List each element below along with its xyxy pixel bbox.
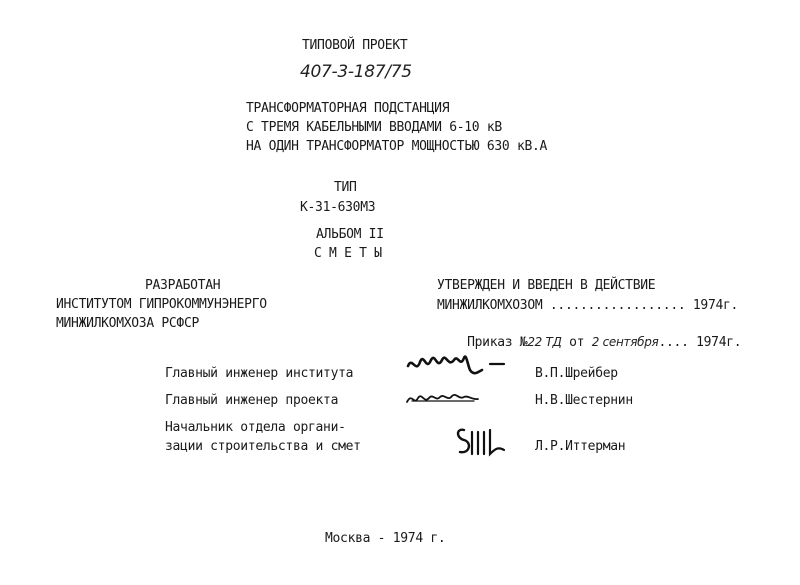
order-suffix: .... 1974г.	[658, 335, 742, 350]
signature-department-head	[452, 424, 512, 464]
approved-line-1: УТВЕРЖДЕН И ВВЕДЕН В ДЕЙСТВИЕ	[437, 278, 656, 293]
album-name: С М Е Т Ы	[314, 246, 382, 261]
signatory-role-1: Главный инженер института	[165, 366, 354, 381]
project-number: 407-3-187/75	[300, 62, 412, 82]
signature-chief-engineer-project	[404, 388, 484, 410]
project-type-heading: ТИПОВОЙ ПРОЕКТ	[302, 38, 408, 53]
subject-line-2: С ТРЕМЯ КАБЕЛЬНЫМИ ВВОДАМИ 6-10 кВ	[246, 120, 502, 135]
type-code: К-31-630МЗ	[300, 200, 376, 215]
developed-line-3: МИНЖИЛКОМХОЗА РСФСР	[56, 316, 200, 331]
signatory-role-3a: Начальник отдела органи-	[165, 420, 346, 435]
developed-line-1: РАЗРАБОТАН	[145, 278, 221, 293]
order-prefix: Приказ №	[467, 335, 528, 350]
type-label: ТИП	[334, 180, 357, 195]
developed-line-2: ИНСТИТУТОМ ГИПРОКОММУНЭНЕРГО	[56, 297, 267, 312]
signatory-name-1: В.П.Шрейбер	[535, 366, 618, 381]
order-date: 2 сентября	[591, 335, 659, 349]
order-number: 22 ТД	[527, 335, 562, 349]
subject-line-1: ТРАНСФОРМАТОРНАЯ ПОДСТАНЦИЯ	[246, 101, 450, 116]
order-from: от	[569, 335, 585, 350]
signatory-name-3: Л.Р.Иттерман	[535, 439, 626, 454]
signature-chief-engineer-institute	[404, 346, 524, 382]
signatory-role-3b: зации строительства и смет	[165, 439, 361, 454]
signatory-role-2: Главный инженер проекта	[165, 393, 339, 408]
subject-line-3: НА ОДИН ТРАНСФОРМАТОР МОЩНОСТЬЮ 630 кВ.А	[246, 139, 548, 154]
album-label: АЛЬБОМ II	[316, 227, 384, 242]
place-and-year: Москва - 1974 г.	[325, 531, 446, 546]
approved-line-2: МИНЖИЛКОМХОЗОМ .................. 1974г.	[437, 298, 739, 313]
signatory-name-2: Н.В.Шестернин	[535, 393, 633, 408]
